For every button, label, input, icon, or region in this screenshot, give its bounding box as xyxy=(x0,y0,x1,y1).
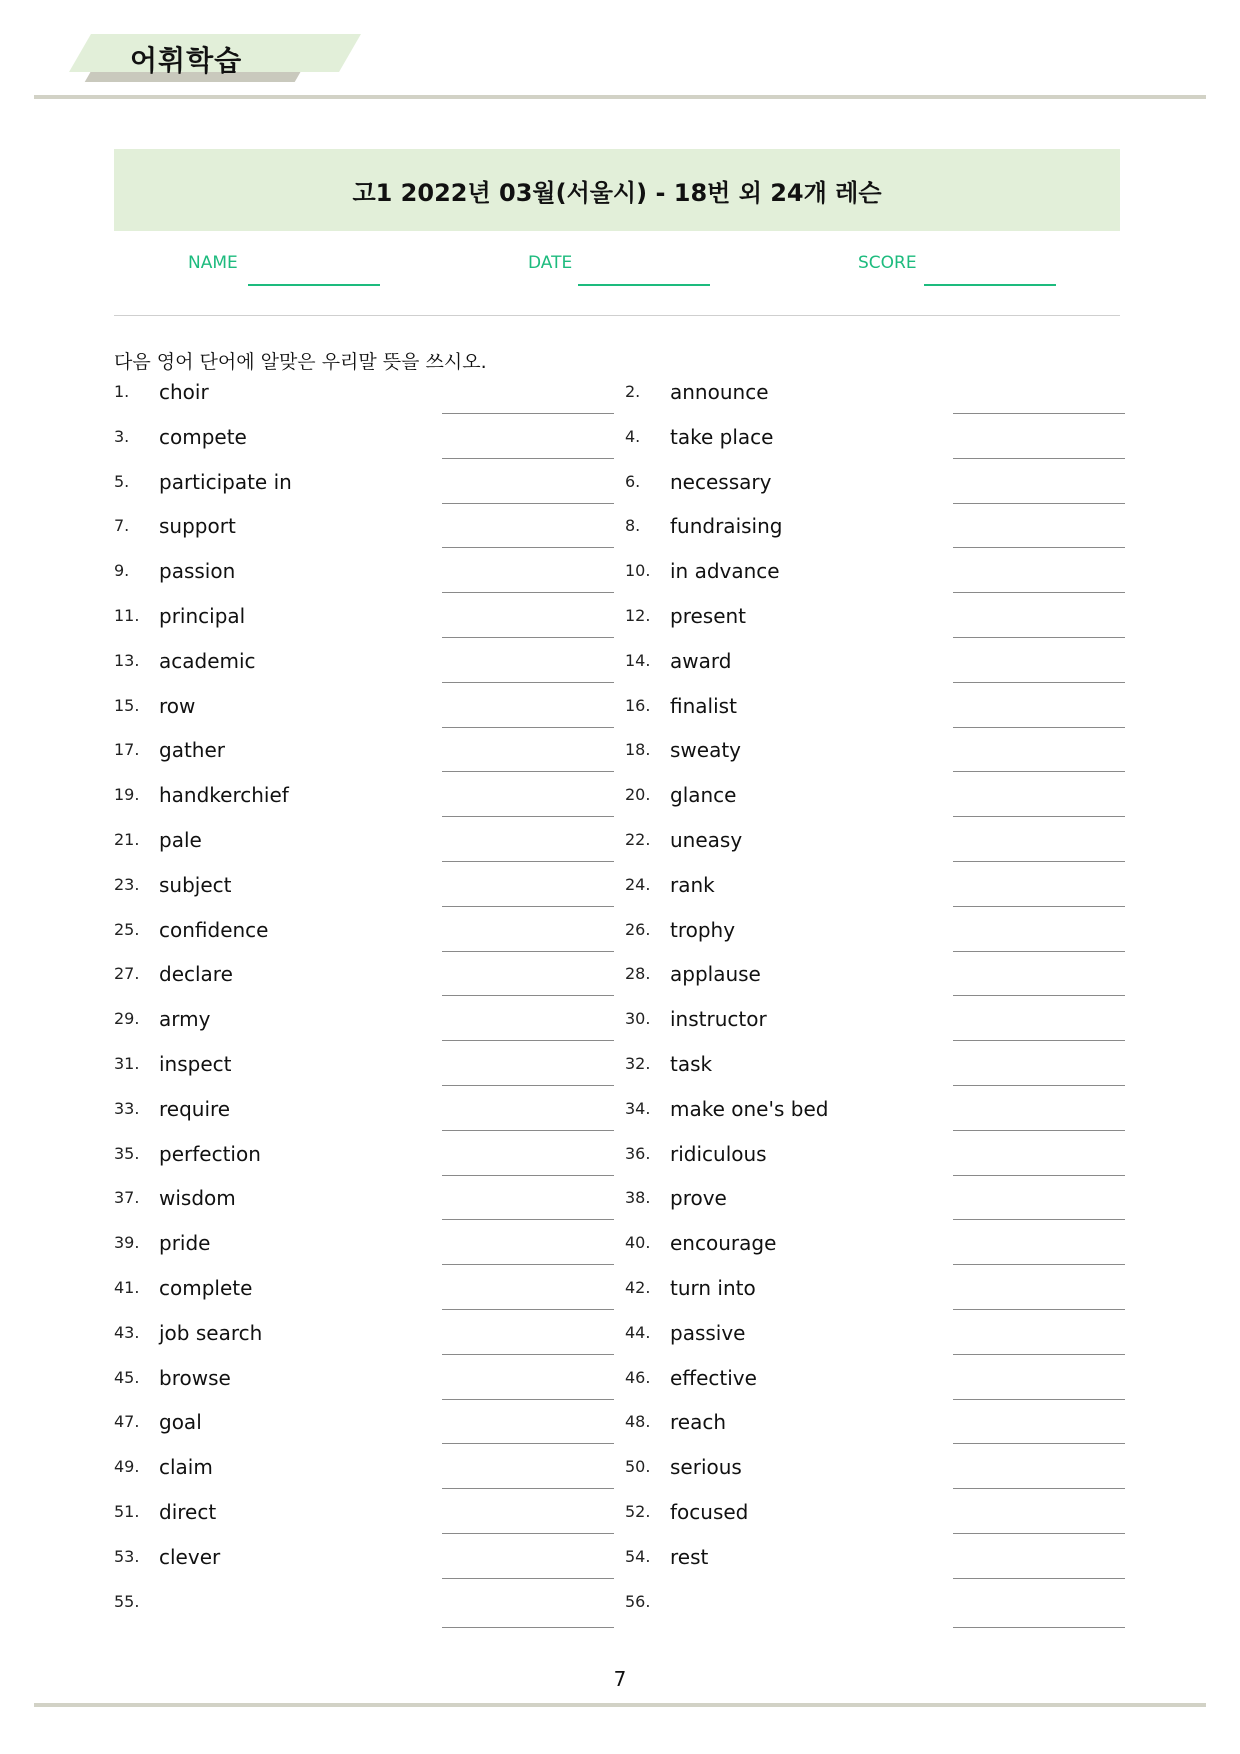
item-number: 12. xyxy=(625,606,651,625)
answer-line[interactable] xyxy=(442,816,614,817)
item-number: 3. xyxy=(114,426,130,446)
answer-line[interactable] xyxy=(442,1399,614,1400)
answer-line[interactable] xyxy=(953,1309,1125,1310)
section-tab xyxy=(60,28,360,88)
item-word: declare xyxy=(159,962,233,987)
worksheet-title: 고1 2022년 03월(서울시) - 18번 외 24개 레슨 xyxy=(352,178,882,207)
answer-line[interactable] xyxy=(953,1219,1125,1220)
name-line[interactable] xyxy=(248,284,380,286)
answer-line[interactable] xyxy=(442,995,614,996)
item-number: 15. xyxy=(114,695,140,715)
answer-line[interactable] xyxy=(442,592,614,593)
list-item xyxy=(114,1095,614,1135)
list-item xyxy=(625,1498,1125,1538)
list-item xyxy=(625,423,1125,463)
item-number: 21. xyxy=(114,830,140,849)
list-item xyxy=(625,1274,1125,1314)
item-word: principal xyxy=(159,604,246,628)
item-word: army xyxy=(159,1007,211,1032)
list-item xyxy=(114,960,614,1000)
answer-line[interactable] xyxy=(953,816,1125,817)
answer-line[interactable] xyxy=(442,1627,614,1628)
item-word: glance xyxy=(670,783,737,808)
item-number: 20. xyxy=(625,785,651,805)
answer-line[interactable] xyxy=(442,1533,614,1534)
date-field[interactable] xyxy=(528,250,728,286)
item-number: 34. xyxy=(625,1098,651,1118)
answer-line[interactable] xyxy=(953,861,1125,862)
list-item xyxy=(625,647,1125,687)
answer-line[interactable] xyxy=(442,637,614,638)
item-number: 2. xyxy=(625,382,641,401)
list-item xyxy=(625,512,1125,552)
answer-line[interactable] xyxy=(953,1175,1125,1176)
answer-line[interactable] xyxy=(442,951,614,952)
item-word: passion xyxy=(159,559,236,584)
item-word: passive xyxy=(670,1320,746,1345)
list-item xyxy=(114,826,614,866)
item-number: 7. xyxy=(114,516,130,536)
list-item xyxy=(625,1005,1125,1045)
item-word: serious xyxy=(670,1455,742,1480)
item-word: announce xyxy=(670,380,769,404)
answer-line[interactable] xyxy=(442,1040,614,1041)
item-word: claim xyxy=(159,1455,213,1480)
answer-line[interactable] xyxy=(953,1264,1125,1265)
answer-line[interactable] xyxy=(953,1354,1125,1355)
list-item xyxy=(625,916,1125,956)
list-item xyxy=(625,736,1125,776)
answer-line[interactable] xyxy=(953,1130,1125,1131)
list-item xyxy=(114,781,614,821)
item-number: 42. xyxy=(625,1278,651,1297)
item-word: subject xyxy=(159,872,232,897)
list-item xyxy=(625,960,1125,1000)
item-word: clever xyxy=(159,1544,221,1569)
list-item xyxy=(114,1543,614,1583)
list-item xyxy=(114,1453,614,1493)
item-number: 17. xyxy=(114,740,140,760)
item-number: 39. xyxy=(114,1233,140,1253)
item-word: make one's bed xyxy=(670,1096,829,1121)
item-number: 28. xyxy=(625,964,651,984)
header-rule xyxy=(34,95,1206,99)
answer-line[interactable] xyxy=(953,1627,1125,1628)
item-word: perfection xyxy=(159,1141,261,1166)
list-item xyxy=(625,468,1125,508)
footer-rule xyxy=(34,1703,1206,1707)
answer-line[interactable] xyxy=(442,1264,614,1265)
item-number: 8. xyxy=(625,516,641,536)
item-number: 55. xyxy=(114,1591,140,1611)
list-item xyxy=(114,1005,614,1045)
list-item xyxy=(625,557,1125,597)
answer-line[interactable] xyxy=(442,413,614,414)
answer-line[interactable] xyxy=(953,413,1125,414)
date-line[interactable] xyxy=(578,284,710,286)
answer-line[interactable] xyxy=(953,1533,1125,1534)
answer-line[interactable] xyxy=(953,995,1125,996)
item-number: 9. xyxy=(114,561,130,581)
item-number: 11. xyxy=(114,606,140,625)
answer-line[interactable] xyxy=(953,1040,1125,1041)
item-word: turn into xyxy=(670,1276,756,1300)
item-word: participate in xyxy=(159,469,292,494)
answer-line[interactable] xyxy=(953,592,1125,593)
item-number: 43. xyxy=(114,1322,140,1342)
list-item xyxy=(114,1364,614,1404)
item-number: 46. xyxy=(625,1367,651,1387)
item-number: 56. xyxy=(625,1591,651,1611)
page-number: 7 xyxy=(613,1667,627,1691)
list-item xyxy=(114,1498,614,1538)
item-number: 24. xyxy=(625,874,651,894)
list-item xyxy=(114,423,614,463)
list-item xyxy=(625,826,1125,866)
item-word: goal xyxy=(159,1410,202,1435)
item-word: pride xyxy=(159,1231,211,1256)
item-word: reach xyxy=(670,1410,727,1435)
name-label: NAME xyxy=(188,253,238,273)
item-word: browse xyxy=(159,1365,231,1390)
answer-line[interactable] xyxy=(442,1443,614,1444)
list-item xyxy=(625,1229,1125,1269)
answer-line[interactable] xyxy=(953,547,1125,548)
item-word: rank xyxy=(670,872,715,897)
list-item xyxy=(114,871,614,911)
item-word: uneasy xyxy=(670,828,743,852)
list-item xyxy=(114,647,614,687)
item-number: 37. xyxy=(114,1188,140,1208)
item-number: 5. xyxy=(114,471,130,491)
item-number: 51. xyxy=(114,1502,140,1521)
item-word: confidence xyxy=(159,917,269,942)
list-item xyxy=(625,1095,1125,1135)
item-number: 10. xyxy=(625,561,651,581)
item-word: in advance xyxy=(670,559,780,584)
list-item xyxy=(114,1319,614,1359)
section-title: 어휘학습 xyxy=(130,44,243,77)
list-item xyxy=(625,1050,1125,1090)
item-number: 6. xyxy=(625,471,641,491)
score-label: SCORE xyxy=(858,253,917,273)
item-word: sweaty xyxy=(670,738,742,763)
list-item xyxy=(625,602,1125,642)
list-item xyxy=(114,1050,614,1090)
item-word: encourage xyxy=(670,1231,777,1256)
list-item xyxy=(114,1588,614,1628)
title-banner xyxy=(114,149,1120,231)
answer-line[interactable] xyxy=(442,1309,614,1310)
item-word: support xyxy=(159,514,236,539)
item-word: present xyxy=(670,604,747,628)
item-word: pale xyxy=(159,828,202,852)
item-word: applause xyxy=(670,962,761,987)
list-item xyxy=(114,1140,614,1180)
list-item xyxy=(114,1229,614,1269)
info-divider xyxy=(114,315,1120,316)
answer-line[interactable] xyxy=(442,547,614,548)
item-number: 35. xyxy=(114,1143,140,1163)
item-number: 30. xyxy=(625,1009,651,1029)
item-word: award xyxy=(670,648,732,673)
answer-line[interactable] xyxy=(442,861,614,862)
item-number: 32. xyxy=(625,1054,651,1073)
answer-line[interactable] xyxy=(953,1399,1125,1400)
item-word: focused xyxy=(670,1500,749,1524)
answer-line[interactable] xyxy=(953,682,1125,683)
answer-line[interactable] xyxy=(953,458,1125,459)
answer-line[interactable] xyxy=(953,771,1125,772)
answer-line[interactable] xyxy=(953,951,1125,952)
item-word: choir xyxy=(159,380,209,404)
list-item xyxy=(625,781,1125,821)
item-number: 53. xyxy=(114,1546,140,1566)
list-item xyxy=(114,557,614,597)
item-word: direct xyxy=(159,1500,217,1524)
answer-line[interactable] xyxy=(953,1443,1125,1444)
answer-line[interactable] xyxy=(442,682,614,683)
answer-line[interactable] xyxy=(442,1354,614,1355)
item-number: 44. xyxy=(625,1322,651,1342)
item-number: 13. xyxy=(114,650,140,670)
answer-line[interactable] xyxy=(442,1130,614,1131)
score-field[interactable] xyxy=(858,250,1078,286)
instruction-text: 다음 영어 단어에 알맞은 우리말 뜻을 쓰시오. xyxy=(114,351,487,373)
item-word: fundraising xyxy=(670,514,783,539)
name-field[interactable] xyxy=(188,250,388,286)
item-word: take place xyxy=(670,424,774,449)
item-number: 19. xyxy=(114,785,140,805)
item-number: 18. xyxy=(625,740,651,760)
list-item xyxy=(625,871,1125,911)
item-number: 49. xyxy=(114,1457,140,1477)
answer-line[interactable] xyxy=(442,1219,614,1220)
item-word: rest xyxy=(670,1544,709,1569)
item-number: 47. xyxy=(114,1412,140,1432)
list-item xyxy=(625,1140,1125,1180)
item-number: 1. xyxy=(114,382,130,401)
answer-line[interactable] xyxy=(442,1488,614,1489)
list-item xyxy=(114,512,614,552)
answer-line[interactable] xyxy=(953,637,1125,638)
list-item xyxy=(114,1408,614,1448)
item-word: effective xyxy=(670,1365,757,1390)
item-number: 36. xyxy=(625,1143,651,1163)
item-word: complete xyxy=(159,1276,253,1300)
item-number: 33. xyxy=(114,1098,140,1118)
answer-line[interactable] xyxy=(442,906,614,907)
list-item xyxy=(114,468,614,508)
list-item xyxy=(625,1453,1125,1493)
item-word: ridiculous xyxy=(670,1141,767,1166)
item-number: 22. xyxy=(625,830,651,849)
list-item xyxy=(625,1319,1125,1359)
item-word: row xyxy=(159,693,196,718)
item-number: 14. xyxy=(625,650,651,670)
item-word: compete xyxy=(159,424,247,449)
item-number: 26. xyxy=(625,919,651,939)
item-number: 4. xyxy=(625,426,641,446)
answer-line[interactable] xyxy=(953,1488,1125,1489)
answer-line[interactable] xyxy=(442,1578,614,1579)
list-item xyxy=(625,1543,1125,1583)
answer-line[interactable] xyxy=(953,727,1125,728)
score-line[interactable] xyxy=(924,284,1056,286)
list-item xyxy=(114,1184,614,1224)
item-word: inspect xyxy=(159,1052,232,1076)
item-word: academic xyxy=(159,648,256,673)
answer-line[interactable] xyxy=(953,1085,1125,1086)
answer-line[interactable] xyxy=(442,771,614,772)
answer-line[interactable] xyxy=(953,503,1125,504)
list-item xyxy=(625,1184,1125,1224)
list-item xyxy=(625,1408,1125,1448)
answer-line[interactable] xyxy=(442,1085,614,1086)
list-item xyxy=(114,1274,614,1314)
item-number: 27. xyxy=(114,964,140,984)
item-number: 25. xyxy=(114,919,140,939)
answer-line[interactable] xyxy=(442,1175,614,1176)
answer-line[interactable] xyxy=(953,906,1125,907)
item-number: 40. xyxy=(625,1233,651,1253)
item-word: job search xyxy=(159,1320,263,1345)
list-item xyxy=(114,736,614,776)
list-item xyxy=(625,378,1125,418)
item-number: 16. xyxy=(625,695,651,715)
item-number: 31. xyxy=(114,1054,140,1073)
item-word: wisdom xyxy=(159,1186,236,1211)
list-item xyxy=(114,692,614,732)
item-number: 41. xyxy=(114,1278,140,1297)
list-item xyxy=(114,378,614,418)
item-word: require xyxy=(159,1096,231,1121)
item-word: handkerchief xyxy=(159,783,289,808)
list-item xyxy=(114,602,614,642)
list-item xyxy=(625,1588,1125,1628)
answer-line[interactable] xyxy=(442,503,614,504)
answer-line[interactable] xyxy=(953,1578,1125,1579)
list-item xyxy=(625,1364,1125,1404)
item-number: 38. xyxy=(625,1188,651,1208)
item-word: gather xyxy=(159,738,225,763)
list-item xyxy=(625,692,1125,732)
answer-line[interactable] xyxy=(442,727,614,728)
item-number: 45. xyxy=(114,1367,140,1387)
item-word: prove xyxy=(670,1186,727,1211)
item-word: trophy xyxy=(670,917,736,942)
item-word: necessary xyxy=(670,469,772,494)
list-item xyxy=(114,916,614,956)
item-word: finalist xyxy=(670,693,737,718)
item-number: 23. xyxy=(114,874,140,894)
date-label: DATE xyxy=(528,253,573,273)
item-word: instructor xyxy=(670,1007,767,1032)
answer-line[interactable] xyxy=(442,458,614,459)
item-number: 48. xyxy=(625,1412,651,1432)
item-number: 29. xyxy=(114,1009,140,1029)
item-number: 52. xyxy=(625,1502,651,1521)
item-number: 50. xyxy=(625,1457,651,1477)
item-number: 54. xyxy=(625,1546,651,1566)
item-word: task xyxy=(670,1052,713,1076)
